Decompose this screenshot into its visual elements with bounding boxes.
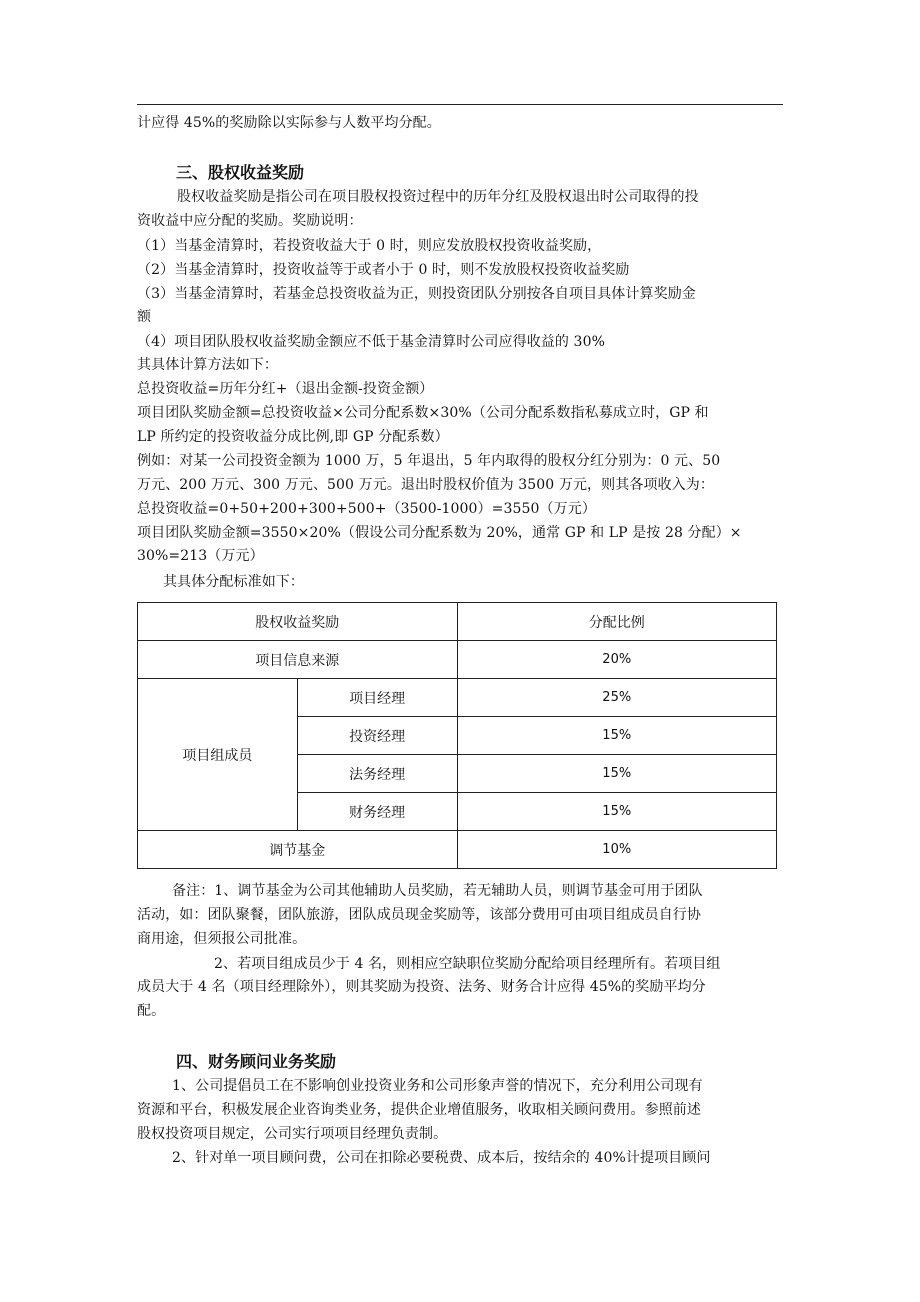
table-header-left: 股权收益奖励 <box>138 603 458 641</box>
member-pct: 15% <box>457 793 777 831</box>
distribution-intro: 其具体分配标准如下： <box>163 574 304 590</box>
header-rule <box>137 104 783 105</box>
section-3-intro-line-1: 股权收益奖励是指公司在项目股权投资过程中的历年分红及股权退出时公司取得的投 <box>177 189 699 205</box>
continuation-line: 计应得 45%的奖励除以实际参与人数平均分配。 <box>137 115 441 131</box>
note-2-line-2: 成员大于 4 名（项目经理除外），则其奖励为投资、法务、财务合计应得 45%的奖励平均分 <box>137 979 706 995</box>
table-row <box>138 679 777 717</box>
note-1-line-3: 商用途，但须报公司批准。 <box>137 931 307 947</box>
member-role: 项目经理 <box>297 679 457 717</box>
member-pct: 25% <box>457 679 777 717</box>
table-header-right: 分配比例 <box>457 603 777 641</box>
member-role: 法务经理 <box>297 755 457 793</box>
section-3-title: 三、股权收益奖励 <box>176 163 305 182</box>
fund-label: 调节基金 <box>138 831 458 869</box>
rule-item-3-cont: 额 <box>137 309 152 325</box>
calc-line-9: 30%=213（万元） <box>137 548 264 564</box>
member-role: 投资经理 <box>297 717 457 755</box>
fund-pct: 10% <box>457 831 777 869</box>
member-role: 财务经理 <box>297 793 457 831</box>
section-4-para-1-line-2: 资源和平台，积极发展企业咨询类业务，提供企业增值服务，收取相关顾问费用。参照前述 <box>137 1102 701 1118</box>
calc-line-7: 总投资收益=0+50+200+300+500+（3500-1000）=3550（万元） <box>137 501 596 517</box>
calc-line-2: 总投资收益=历年分红+（退出金额-投资金额） <box>137 381 434 397</box>
distribution-table <box>137 602 777 869</box>
note-2-line-1: 2、若项目组成员少于 4 名，则相应空缺职位奖励分配给项目经理所有。若项目组 <box>214 956 721 972</box>
table-row <box>138 641 777 679</box>
member-pct: 15% <box>457 755 777 793</box>
note-1-line-1: 备注：1、调节基金为公司其他辅助人员奖励，若无辅助人员，则调节基金可用于团队 <box>172 883 703 899</box>
calc-line-1: 其具体计算方法如下： <box>137 357 278 373</box>
source-label: 项目信息来源 <box>138 641 458 679</box>
note-1-line-2: 活动，如：团队聚餐，团队旅游，团队成员现金奖励等，该部分费用可由项目组成员自行协 <box>137 907 701 923</box>
group-label: 项目组成员 <box>138 679 298 831</box>
section-4-title: 四、财务顾问业务奖励 <box>176 1052 337 1071</box>
section-4-para-2-line-1: 2、针对单一项目顾问费，公司在扣除必要税费、成本后，按结余的 40%计提项目顾问 <box>172 1150 711 1166</box>
calc-line-5: 例如：对某一公司投资金额为 1000 万，5 年退出，5 年内取得的股权分红分别为：0 元、50 <box>137 453 721 469</box>
calc-line-8: 项目团队奖励金额=3550×20%（假设公司分配系数为 20%，通常 GP 和 LP 是按 28 分配）× <box>137 525 742 541</box>
rule-item-4: （4）项目团队股权收益奖励金额应不低于基金清算时公司应得收益的 30% <box>137 334 605 350</box>
calc-line-3: 项目团队奖励金额=总投资收益×公司分配系数×30%（公司分配系数指私募成立时，GP 和 <box>137 405 709 421</box>
member-pct: 15% <box>457 717 777 755</box>
section-4-para-1-line-1: 1、公司提倡员工在不影响创业投资业务和公司形象声誉的情况下，充分利用公司现有 <box>172 1078 703 1094</box>
calc-line-6: 万元、200 万元、300 万元、500 万元。退出时股权价值为 3500 万元，则其各项收入为： <box>137 477 714 493</box>
section-3-intro-line-2: 资收益中应分配的奖励。奖励说明： <box>137 213 363 229</box>
table-header-row <box>138 603 777 641</box>
rule-item-2: （2）当基金清算时，投资收益等于或者小于 0 时，则不发放股权投资收益奖励 <box>137 262 630 278</box>
section-4-para-1-line-3: 股权投资项目规定，公司实行项项目经理负责制。 <box>137 1126 448 1142</box>
rule-item-1: （1）当基金清算时，若投资收益大于 0 时，则应发放股权投资收益奖励， <box>137 238 602 254</box>
table-row <box>138 831 777 869</box>
source-pct: 20% <box>457 641 777 679</box>
note-2-line-3: 配。 <box>137 1003 166 1019</box>
calc-line-4: LP 所约定的投资收益分成比例,即 GP 分配系数） <box>137 429 449 445</box>
rule-item-3: （3）当基金清算时，若基金总投资收益为正，则投资团队分别按各自项目具体计算奖励金 <box>137 286 696 302</box>
